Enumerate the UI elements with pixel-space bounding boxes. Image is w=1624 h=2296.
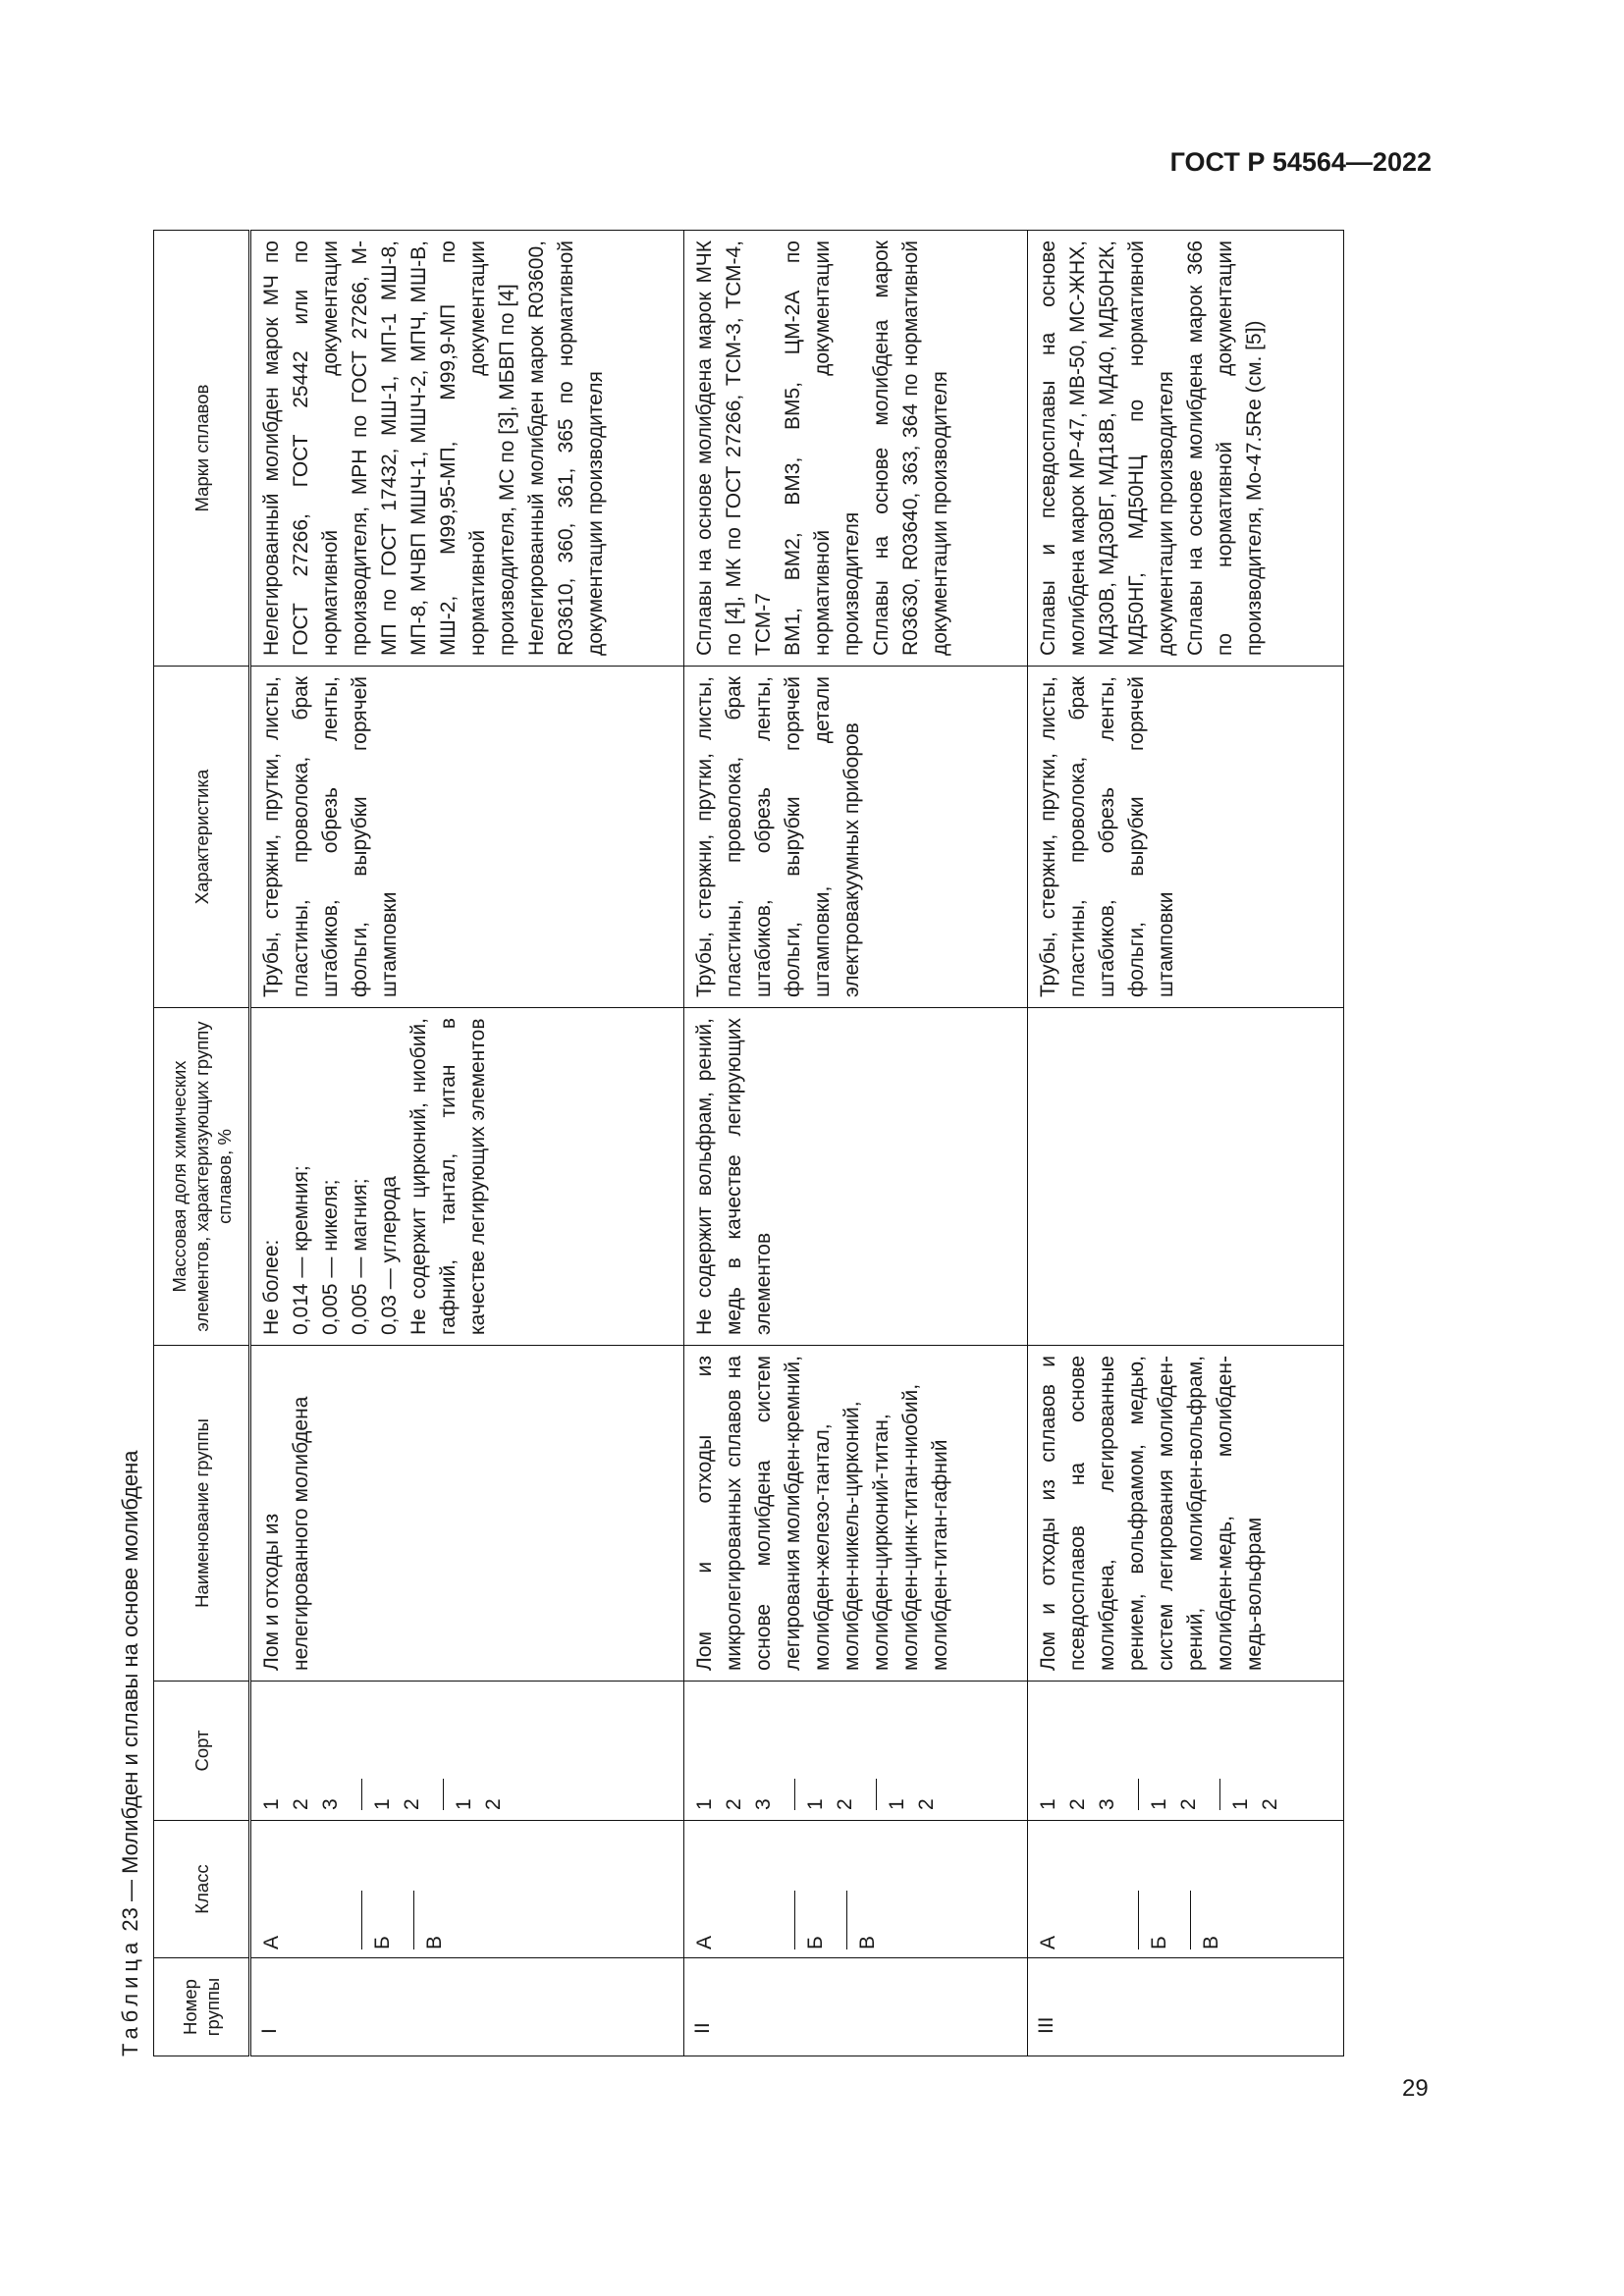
chem-line: 0,005 — магния; (349, 1178, 371, 1335)
grade-value: 2 (1259, 1798, 1281, 1810)
grade-value: 2 (1066, 1798, 1089, 1810)
grade-value: 2 (401, 1798, 423, 1810)
header-class: Класс (154, 1821, 250, 1958)
class-cell (1028, 1821, 1344, 1958)
group-number: III (1028, 1958, 1344, 2056)
grade-value: 2 (723, 1798, 745, 1810)
grade-value: 1 (876, 1779, 912, 1810)
chem-cell (684, 1008, 1028, 1346)
alloy-marks-paragraph: Нелегированный молибден марок R03600, R03610, 360, 361, 365 по нормативной документации производителя (525, 240, 607, 656)
class-b: Б (1138, 1891, 1174, 1949)
grade-value: 3 (1096, 1798, 1118, 1810)
characteristic: Трубы, стержни, прутки, листы, пластины, проволока, брак штабиков, обрезь ленты, фольги, вырубки горячей штамповки (1028, 667, 1344, 1008)
header-group-no: Номер группы (154, 1958, 250, 2056)
table-row (1028, 231, 1344, 2056)
group-name: Лом и отходы из нелегированного молибдена (250, 1346, 684, 1682)
page-number: 29 (1402, 2075, 1429, 2102)
grade-value: 1 (794, 1779, 831, 1810)
header-characteristic: Характеристика (154, 667, 250, 1008)
standard-designation: ГОСТ Р 54564—2022 (1169, 147, 1432, 177)
chem-line: Не более: (260, 1239, 283, 1335)
class-cell (250, 1821, 684, 1958)
grade-value: 1 (1138, 1779, 1174, 1810)
rotated-table-block (114, 231, 1343, 2056)
class-b: Б (361, 1891, 398, 1949)
chem-line: 0,03 — углерода (378, 1175, 401, 1335)
chem-line: 0,014 — кремния; (290, 1165, 312, 1335)
table-row (250, 231, 684, 2056)
grade-value: 2 (290, 1798, 312, 1810)
header-grade: Сорт (154, 1682, 250, 1821)
grade-value: 3 (319, 1798, 342, 1810)
alloy-marks-paragraph: Нелегированный молибден марок МЧ по ГОСТ 27266, ГОСТ 25442 или по нормативной документации производителя, МРН по ГОСТ 27266, М-МП по ГОСТ 17432, МШ-1, МП-1 МШ-8, МП-8, МЧВП МШЧ-1, МШЧ-2, МПЧ, МШ-В, МШ-2, М99,95-МП, М99,9-МП по нормативной документации производителя, МС по [3], МБВП по [4] (260, 240, 518, 656)
alloy-marks-paragraph: ВМ1, ВМ2, ВМ3, ВМ5, ЦМ-2А по нормативной документации производителя (782, 240, 863, 656)
grade-cell (250, 1682, 684, 1821)
group-name: Лом и отходы из сплавов и псевдосплавов на основе молибдена, легированные рением, вольфрамом, медью, систем легирования молибден-рений, молибден-вольфрам, молибден-медь, молибден-медь-вольфрам (1028, 1346, 1344, 1682)
grade-value: 2 (834, 1798, 856, 1810)
grade-value: 1 (1037, 1798, 1059, 1810)
chem-note: Не содержит вольфрам, рений, медь в качестве легирующих элементов (693, 1018, 775, 1335)
characteristic: Трубы, стержни, прутки, листы, пластины, проволока, брак штабиков, обрезь ленты, фольги, вырубки горячей штамповки, детали электровакуумных приборов (684, 667, 1028, 1008)
table-header-row (154, 231, 250, 2056)
header-group-name: Наименование группы (154, 1346, 250, 1682)
alloy-marks-paragraph: Сплавы на основе молибдена марок 366 по нормативной документации производителя, Mo-47.5Re (см. [5]) (1184, 240, 1266, 656)
class-cell (684, 1821, 1028, 1958)
grade-value: 3 (752, 1798, 775, 1810)
alloy-marks-paragraph: Сплавы на основе молибдена марок МЧК по [4], МК по ГОСТ 27266, ТСМ-3, ТСМ-4, ТСМ-7 (693, 240, 775, 656)
chem-line: 0,005 — никеля; (319, 1179, 342, 1335)
caption-label: Таблица (118, 1937, 142, 2056)
alloy-marks (250, 231, 684, 667)
group-number: I (250, 1958, 684, 2056)
characteristic: Трубы, стержни, прутки, листы, пластины, проволока, брак штабиков, обрезь ленты, фольги, вырубки горячей штамповки (250, 667, 684, 1008)
class-a: А (1037, 1935, 1059, 1949)
chem-cell (1028, 1008, 1344, 1346)
alloy-marks (684, 231, 1028, 667)
class-a: А (693, 1935, 716, 1949)
class-c: В (846, 1891, 883, 1949)
grade-cell (1028, 1682, 1344, 1821)
group-name: Лом и отходы из микролегированных сплавов на основе молибдена систем легирования молибден-кремний, молибден-железо-тантал, молибден-никель-цирконий, молибден-цирконий-титан, молибден-цинк-титан-ниобий, молибден-титан-гафний (684, 1346, 1028, 1682)
chem-note: Не содержит цирконий, ниобий, гафний, тантал, титан в качестве легирующих элементов (407, 1018, 489, 1335)
grade-value: 2 (482, 1798, 505, 1810)
table-row (684, 231, 1028, 2056)
class-a: А (260, 1935, 283, 1949)
header-chem: Массовая доля химических элементов, характеризующих группу сплавов, % (154, 1008, 250, 1346)
grade-value: 2 (915, 1798, 938, 1810)
molybdenum-table (153, 230, 1344, 2056)
grade-value: 1 (693, 1798, 716, 1810)
class-c: В (413, 1891, 450, 1949)
alloy-marks-paragraph: Сплавы и псевдосплавы на основе молибдена марок МР-47, МВ-50, МС-ЖНХ, МД30В, МД30ВГ, МД18В, МД40, МД50Н2К, МД50НГ, МД50НЦ по нормативной документации производителя (1037, 240, 1177, 656)
grade-cell (684, 1682, 1028, 1821)
class-c: В (1190, 1891, 1226, 1949)
grade-value: 2 (1177, 1798, 1200, 1810)
group-number: II (684, 1958, 1028, 2056)
table-caption (114, 1451, 151, 2056)
alloy-marks-paragraph: Сплавы на основе молибдена марок R03630, R03640, 363, 364 по нормативной документации производителя (870, 240, 951, 656)
grade-value: 1 (260, 1798, 283, 1810)
grade-value: 1 (443, 1779, 479, 1810)
chem-cell (250, 1008, 684, 1346)
header-alloy-marks: Марки сплавов (154, 231, 250, 667)
alloy-marks (1028, 231, 1344, 667)
grade-value: 1 (1219, 1779, 1256, 1810)
class-b: Б (794, 1891, 831, 1949)
caption-text: 23 — Молибден и сплавы на основе молибдена (118, 1450, 142, 1932)
grade-value: 1 (361, 1779, 398, 1810)
